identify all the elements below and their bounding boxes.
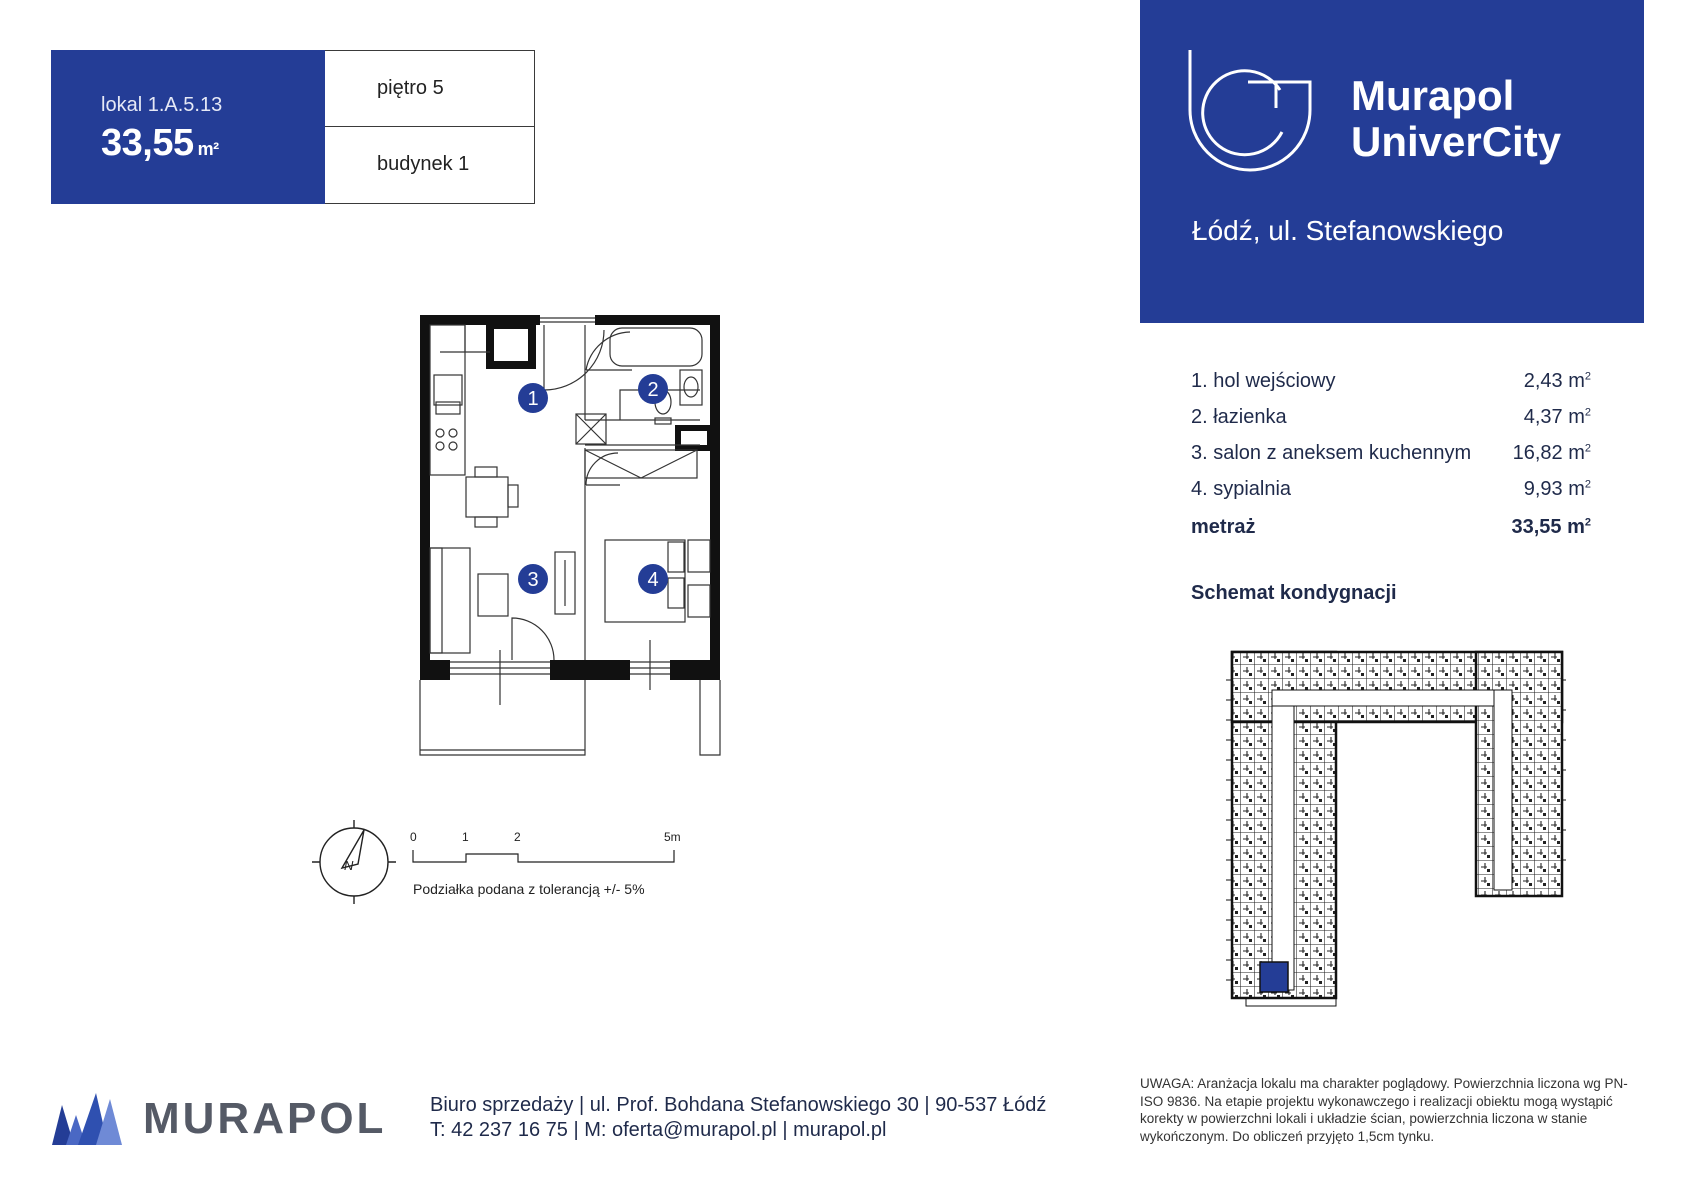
room-area: 9,93 $m^2$: [1523, 478, 1591, 500]
room-area: 2,43 $m^2$: [1523, 370, 1591, 392]
room-row: [1191, 478, 1591, 508]
scale-tick-1: 1: [462, 830, 469, 844]
room-number-badge-1: [518, 383, 548, 413]
murapol-logo-icon: [52, 1093, 122, 1145]
brand-address: Łódź, ul. Stefanowskiego: [1192, 215, 1504, 246]
total-area: 33,55 $m^2$: [1511, 516, 1591, 538]
room-number-4: 4: [647, 569, 659, 591]
unit-area-value: 33,55: [101, 122, 194, 164]
footer-office-address: Biuro sprzedaży | ul. Prof. Bohdana Stefanowskiego 30 | 90-537 Łódź: [430, 1094, 1047, 1116]
floor-cell: [325, 50, 535, 127]
unit-label: lokal 1.A.5.13: [101, 94, 223, 116]
room-name: 4. sypialnia: [1191, 478, 1292, 500]
room-name: 3. salon z aneksem kuchennym: [1191, 442, 1472, 464]
floor-label: piętro 5: [377, 77, 444, 99]
footer-contact: T: 42 237 16 75 | M: oferta@murapol.pl | murapol.pl: [430, 1119, 887, 1141]
floor-schema-title: Schemat kondygnacji: [1191, 582, 1397, 604]
room-row: [1191, 406, 1591, 436]
room-area: 4,37 $m^2$: [1523, 406, 1591, 428]
room-number-badge-3: [518, 564, 548, 594]
building-label: budynek 1: [377, 153, 470, 175]
room-row: [1191, 370, 1591, 400]
scale-tick-2: 2: [514, 830, 521, 844]
total-area-row: [1191, 516, 1591, 546]
disclaimer-note: UWAGA: Aranżacja lokalu ma charakter poglądowy. Powierzchnia liczona wg PN-ISO 9836. Na etapie projektu wykonawczego i realizacji obiektu mogą wystąpić korekty w powierzchni lokali i układzie ścian, powierzchnia liczona w stanie wykończonym. Do obliczeń przyjęto 1,5cm tynku.: [1140, 1076, 1628, 1144]
room-row: [1191, 442, 1591, 472]
building-cell: [325, 127, 535, 204]
room-area: 16,82 $m^2$: [1512, 442, 1591, 464]
compass-icon: [312, 820, 396, 904]
brand-box: [1140, 0, 1644, 323]
room-name: 2. łazienka: [1191, 406, 1287, 428]
total-label: metraż: [1191, 516, 1256, 538]
unit-area: [101, 122, 219, 165]
highlighted-unit-marker: [1260, 962, 1288, 992]
room-number-badge-2: [638, 374, 668, 404]
murapol-univercity-logo-icon: [1188, 50, 1312, 172]
scale-bar: [410, 848, 680, 866]
brand-name-line2: UniverCity: [1351, 118, 1562, 165]
scale-note: Podziałka podana z tolerancją +/- 5%: [413, 881, 645, 897]
brand-name-line1: Murapol: [1351, 72, 1515, 119]
scale-tick-5m: 5m: [664, 830, 681, 844]
footer-logo-text: MURAPOL: [143, 1094, 387, 1143]
compass-north-label: N: [344, 858, 354, 873]
apartment-floor-plan: [410, 310, 730, 780]
unit-summary-box: [51, 50, 325, 204]
room-number-3: 3: [527, 569, 539, 591]
unit-area-unit: m²: [197, 139, 219, 159]
room-number-2: 2: [647, 379, 659, 401]
floor-schema-diagram: [1226, 650, 1566, 1010]
room-number-1: 1: [527, 388, 539, 410]
room-number-badge-4: [638, 564, 668, 594]
scale-tick-0: 0: [410, 830, 417, 844]
room-name: 1. hol wejściowy: [1191, 370, 1336, 392]
